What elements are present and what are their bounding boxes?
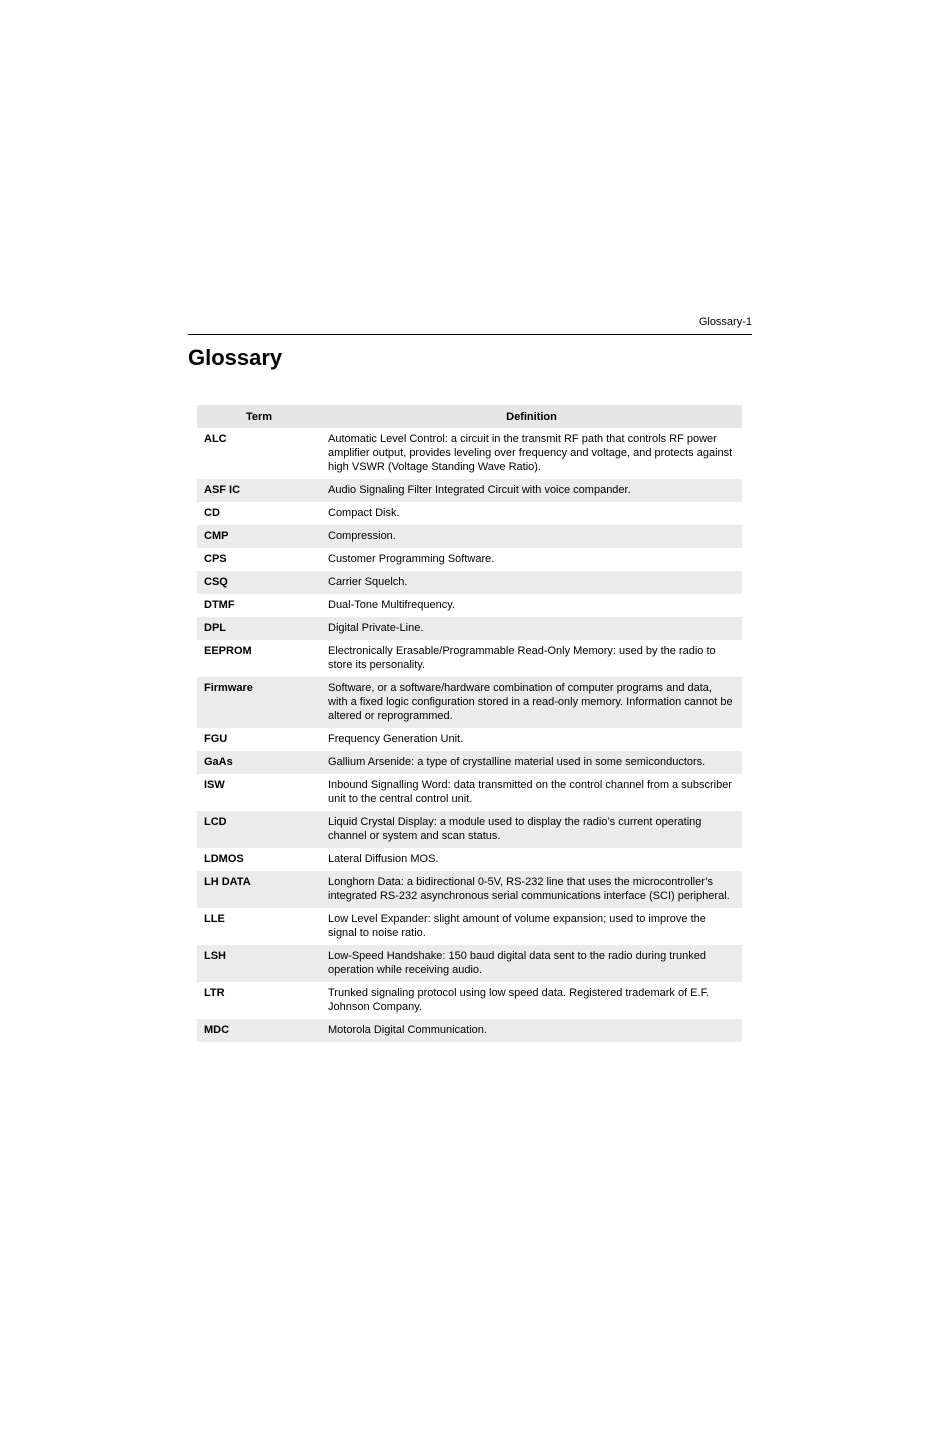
glossary-term: EEPROM bbox=[204, 645, 252, 657]
running-header bbox=[188, 314, 752, 335]
table-row bbox=[197, 871, 742, 908]
glossary-definition: Digital Private-Line. bbox=[321, 617, 742, 640]
glossary-term: ASF IC bbox=[197, 479, 321, 502]
glossary-definition: Audio Signaling Filter Integrated Circuit with voice compander. bbox=[321, 479, 742, 502]
table-row bbox=[197, 774, 742, 811]
glossary-definition: Compact Disk. bbox=[328, 507, 400, 519]
glossary-term: CMP bbox=[197, 525, 321, 548]
glossary-definition: Trunked signaling protocol using low speed data. Registered trademark of E.F. Johnson Company. bbox=[328, 987, 710, 1013]
glossary-term: MDC bbox=[197, 1019, 321, 1042]
column-header-term: Term bbox=[197, 405, 321, 428]
glossary-definition: Electronically Erasable/Programmable Read-Only Memory: used by the radio to store its personality. bbox=[328, 645, 716, 671]
glossary-term: CPS bbox=[204, 553, 227, 565]
glossary-definition: Low Level Expander: slight amount of volume expansion; used to improve the signal to noise ratio. bbox=[328, 913, 706, 939]
table-row bbox=[197, 811, 742, 848]
glossary-term: LH DATA bbox=[197, 871, 321, 908]
table-row bbox=[197, 982, 742, 1019]
table-row bbox=[197, 640, 742, 677]
column-header-definition: Definition bbox=[321, 405, 742, 428]
table-row bbox=[197, 571, 742, 594]
glossary-table bbox=[197, 405, 742, 1042]
table-row bbox=[197, 728, 742, 751]
glossary-term: LTR bbox=[204, 987, 225, 999]
glossary-term: FGU bbox=[204, 733, 228, 745]
glossary-term: LCD bbox=[197, 811, 321, 848]
glossary-term: DPL bbox=[197, 617, 321, 640]
glossary-term: CD bbox=[204, 507, 220, 519]
glossary-definition: Longhorn Data: a bidirectional 0-5V, RS-232 line that uses the microcontroller’s integrated RS-232 asynchronous serial communications interface (SCI) peripheral. bbox=[321, 871, 742, 908]
glossary-definition: Gallium Arsenide: a type of crystalline material used in some semiconductors. bbox=[321, 751, 742, 774]
glossary-definition: Liquid Crystal Display: a module used to display the radio’s current operating channel or system and scan status. bbox=[321, 811, 742, 848]
glossary-term: DTMF bbox=[204, 599, 235, 611]
glossary-term: CSQ bbox=[197, 571, 321, 594]
table-row bbox=[197, 751, 742, 774]
table-row bbox=[197, 945, 742, 982]
glossary-definition: Motorola Digital Communication. bbox=[321, 1019, 742, 1042]
glossary-definition: Compression. bbox=[321, 525, 742, 548]
table-row bbox=[197, 1019, 742, 1042]
glossary-definition: Automatic Level Control: a circuit in the transmit RF path that controls RF power amplifier output, provides leveling over frequency and voltage, and protects against high VSWR (Voltage Standing Wave Ratio). bbox=[328, 433, 733, 473]
glossary-definition: Carrier Squelch. bbox=[321, 571, 742, 594]
table-row bbox=[197, 677, 742, 728]
table-row bbox=[197, 502, 742, 525]
page-title: Glossary bbox=[188, 345, 283, 370]
glossary-term: ISW bbox=[204, 779, 225, 791]
glossary-definition: Dual-Tone Multifrequency. bbox=[328, 599, 455, 611]
table-row bbox=[197, 548, 742, 571]
table-row bbox=[197, 908, 742, 945]
glossary-definition: Customer Programming Software. bbox=[328, 553, 495, 565]
glossary-term: LLE bbox=[204, 913, 225, 925]
glossary-definition: Lateral Diffusion MOS. bbox=[328, 853, 439, 865]
table-row bbox=[197, 617, 742, 640]
table-row bbox=[197, 525, 742, 548]
table-row bbox=[197, 428, 742, 479]
running-header-title: Glossary-1 bbox=[698, 316, 752, 328]
glossary-definition: Inbound Signalling Word: data transmitted on the control channel from a subscriber unit to the central control unit. bbox=[328, 779, 732, 805]
glossary-definition: Software, or a software/hardware combination of computer programs and data, with a fixed logic configuration stored in a read-only memory. Information cannot be altered or reprogrammed. bbox=[321, 677, 742, 728]
table-row bbox=[197, 594, 742, 617]
glossary-definition: Low-Speed Handshake: 150 baud digital data sent to the radio during trunked operation while receiving audio. bbox=[321, 945, 742, 982]
glossary-term: LDMOS bbox=[204, 853, 244, 865]
table-row bbox=[197, 479, 742, 502]
glossary-term: GaAs bbox=[197, 751, 321, 774]
glossary-term: Firmware bbox=[197, 677, 321, 728]
glossary-term: LSH bbox=[197, 945, 321, 982]
table-header-row bbox=[197, 405, 742, 428]
table-row bbox=[197, 848, 742, 871]
glossary-term: ALC bbox=[204, 433, 227, 445]
glossary-definition: Frequency Generation Unit. bbox=[328, 733, 464, 745]
